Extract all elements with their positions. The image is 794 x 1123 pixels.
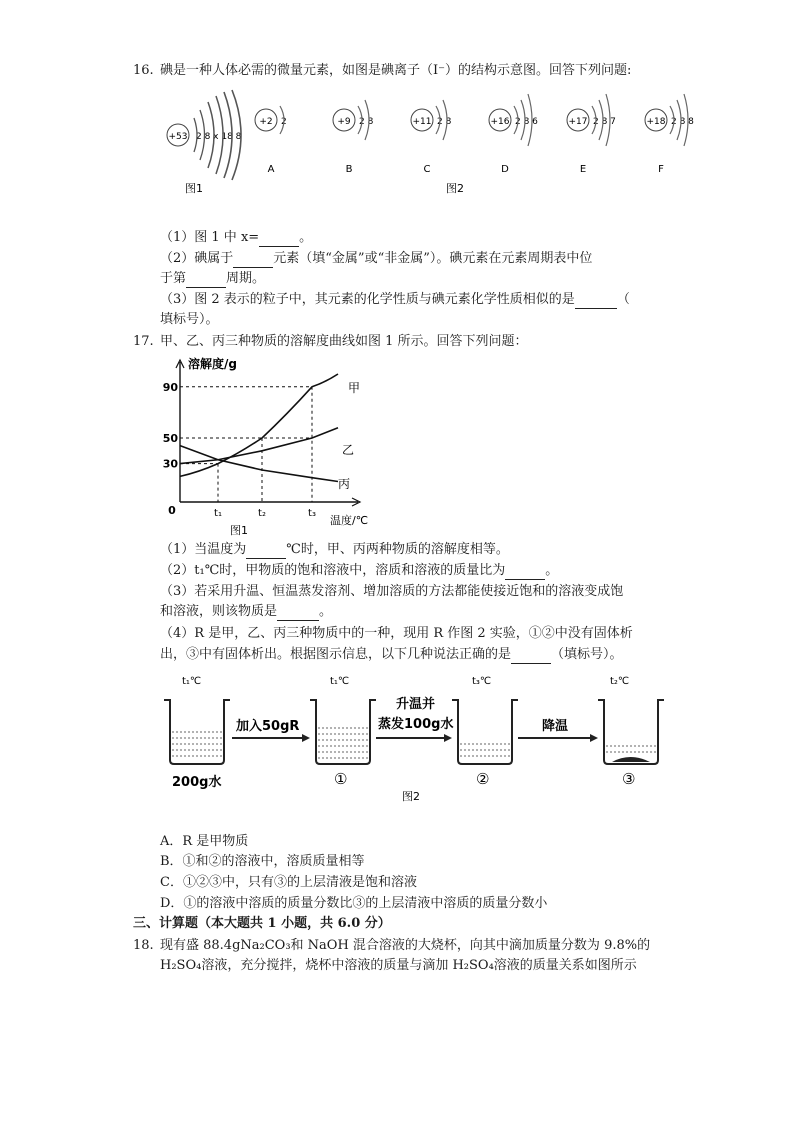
option-d[interactable]: D．①的溶液中溶质的质量分数比③的上层清液中溶质的质量分数小 bbox=[160, 896, 548, 911]
series-label: 乙 bbox=[342, 443, 355, 457]
precipitate bbox=[612, 757, 650, 762]
figure-1-caption: 图1 bbox=[230, 524, 248, 537]
x-tick-label: t₃ bbox=[308, 508, 316, 519]
mark-3: ③ bbox=[622, 770, 636, 788]
series-label: 丙 bbox=[338, 477, 351, 491]
q17-sub3-cont: 和溶液，则该物质是 。 bbox=[160, 604, 333, 619]
q16-sub3: （3）图 2 表示的粒子中，其元素的化学性质与碘元素化学性质相似的是 （ bbox=[160, 292, 630, 307]
temp-label: t₃℃ bbox=[472, 676, 492, 687]
electron-shells: 2 8 bbox=[359, 117, 374, 127]
nucleus-charge: +17 bbox=[568, 117, 588, 127]
origin-label: 0 bbox=[168, 504, 176, 517]
mark-1: ① bbox=[334, 770, 348, 788]
q16-sub2-cont: 于第 周期。 bbox=[160, 271, 266, 286]
nucleus-charge: +9 bbox=[337, 117, 351, 127]
beaker-3 bbox=[598, 700, 664, 764]
y-tick-label: 30 bbox=[162, 457, 178, 471]
x-tick-label: t₂ bbox=[258, 508, 266, 519]
nucleus-charge: +11 bbox=[412, 117, 432, 127]
y-tick-label: 90 bbox=[162, 380, 178, 394]
question-stem: 甲、乙、丙三种物质的溶解度曲线如图 1 所示。回答下列问题： bbox=[160, 334, 528, 349]
atom-diagram-c bbox=[411, 100, 452, 175]
temp-label: t₁℃ bbox=[182, 676, 202, 687]
atom-structure-figures bbox=[160, 88, 700, 198]
atom-diagram-a bbox=[255, 106, 287, 175]
q17-sub4: （4）R 是甲，乙、丙三种物质中的一种，现用 R 作图 2 实验，①②中没有固体析 bbox=[160, 626, 633, 641]
option-b[interactable]: B．①和②的溶液中，溶质质量相等 bbox=[160, 854, 365, 869]
electron-shells: 2 bbox=[281, 117, 287, 127]
answer-blank[interactable] bbox=[259, 232, 299, 247]
answer-blank[interactable] bbox=[505, 565, 545, 580]
series-line-乙 bbox=[180, 428, 338, 464]
atom-diagram-b bbox=[333, 100, 374, 175]
option-c[interactable]: C．①②③中，只有③的上层清液是饱和溶液 bbox=[160, 875, 417, 890]
step-label: 蒸发100g水 bbox=[378, 717, 454, 732]
question-number: 17. bbox=[133, 334, 154, 349]
electron-shells: 2 8 8 bbox=[671, 117, 694, 127]
q17-sub2: （2）t₁℃时，甲物质的饱和溶液中，溶质和溶液的质量比为 。 bbox=[160, 563, 559, 578]
beaker-2 bbox=[452, 700, 518, 764]
question-number: 18. bbox=[133, 938, 154, 953]
step-label: 降温 bbox=[542, 719, 569, 734]
atom-diagram-e bbox=[567, 94, 616, 175]
x-tick-label: t₁ bbox=[214, 508, 222, 519]
atom-diagram-f bbox=[645, 94, 694, 175]
electron-shells: 2 8 7 bbox=[593, 117, 616, 127]
iodide-ion-diagram bbox=[167, 90, 242, 180]
q16-sub3-cont: 填标号）。 bbox=[160, 312, 219, 327]
q17-sub4-cont: 出，③中有固体析出。根据图示信息，以下几种说法正确的是 （填标号）。 bbox=[160, 647, 623, 662]
experiment-figure bbox=[160, 668, 670, 808]
svg-text:2 8 x 18 8: 2 8 x 18 8 bbox=[196, 132, 242, 142]
x-axis-label: 温度/℃ bbox=[330, 514, 369, 527]
nucleus-charge: +18 bbox=[646, 117, 666, 127]
y-axis-label: 溶解度/g bbox=[188, 357, 237, 371]
figure-1-caption: 图1 bbox=[185, 182, 203, 195]
atom-label: C bbox=[423, 164, 431, 175]
q16-sub1: （1）图 1 中 x= 。 bbox=[160, 230, 313, 245]
temp-label: t₁℃ bbox=[330, 676, 350, 687]
nucleus-charge: +2 bbox=[259, 117, 273, 127]
water-label: 200g水 bbox=[172, 775, 222, 790]
q18-line1: 现有盛 88.4gNa₂CO₃和 NaOH 混合溶液的大烧杯，向其中滴加质量分数为 9.8%的 bbox=[160, 938, 651, 953]
figure-2-caption: 图2 bbox=[446, 182, 464, 195]
electron-shells: 2 8 6 bbox=[515, 117, 538, 127]
section-heading: 三、计算题（本大题共 1 小题，共 6.0 分） bbox=[133, 916, 391, 931]
temp-label: t₂℃ bbox=[610, 676, 630, 687]
electron-shells: 2 8 bbox=[437, 117, 452, 127]
figure-2-caption: 图2 bbox=[402, 790, 420, 803]
atom-label: A bbox=[267, 164, 275, 175]
q16-sub2: （2）碘属于 元素（填“金属”或“非金属”）。碘元素在元素周期表中位 bbox=[160, 251, 593, 266]
answer-blank[interactable] bbox=[575, 294, 617, 309]
step-label: 升温并 bbox=[396, 697, 436, 712]
solubility-chart bbox=[160, 352, 400, 537]
atom-label: B bbox=[345, 164, 353, 175]
option-a[interactable]: A．R 是甲物质 bbox=[160, 834, 249, 849]
answer-blank[interactable] bbox=[186, 273, 226, 288]
nucleus-charge: +16 bbox=[490, 117, 510, 127]
question-number: 16. bbox=[133, 63, 154, 78]
answer-blank[interactable] bbox=[233, 253, 273, 268]
atom-label: F bbox=[658, 164, 664, 175]
atom-label: D bbox=[501, 164, 509, 175]
beaker-1 bbox=[310, 700, 376, 764]
q18-line2: H₂SO₄溶液，充分搅拌，烧杯中溶液的质量与滴加 H₂SO₄溶液的质量关系如图所示 bbox=[160, 958, 637, 973]
answer-blank[interactable] bbox=[511, 649, 551, 664]
mark-2: ② bbox=[476, 770, 490, 788]
answer-blank[interactable] bbox=[246, 544, 286, 559]
y-tick-label: 50 bbox=[162, 432, 178, 445]
svg-text:+53: +53 bbox=[168, 132, 188, 142]
q17-sub3: （3）若采用升温、恒温蒸发溶剂、增加溶质的方法都能使接近饱和的溶液变成饱 bbox=[160, 584, 624, 599]
q17-sub1: （1）当温度为 ℃时，甲、丙两种物质的溶解度相等。 bbox=[160, 542, 509, 557]
series-label: 甲 bbox=[348, 381, 361, 395]
beaker-water bbox=[164, 700, 230, 764]
atom-label: E bbox=[579, 164, 587, 175]
answer-blank[interactable] bbox=[277, 606, 319, 621]
question-stem: 碘是一种人体必需的微量元素，如图是碘离子（I⁻）的结构示意图。回答下列问题: bbox=[160, 63, 632, 78]
atom-diagram-d bbox=[489, 94, 538, 175]
step-label: 加入50gR bbox=[236, 719, 300, 734]
